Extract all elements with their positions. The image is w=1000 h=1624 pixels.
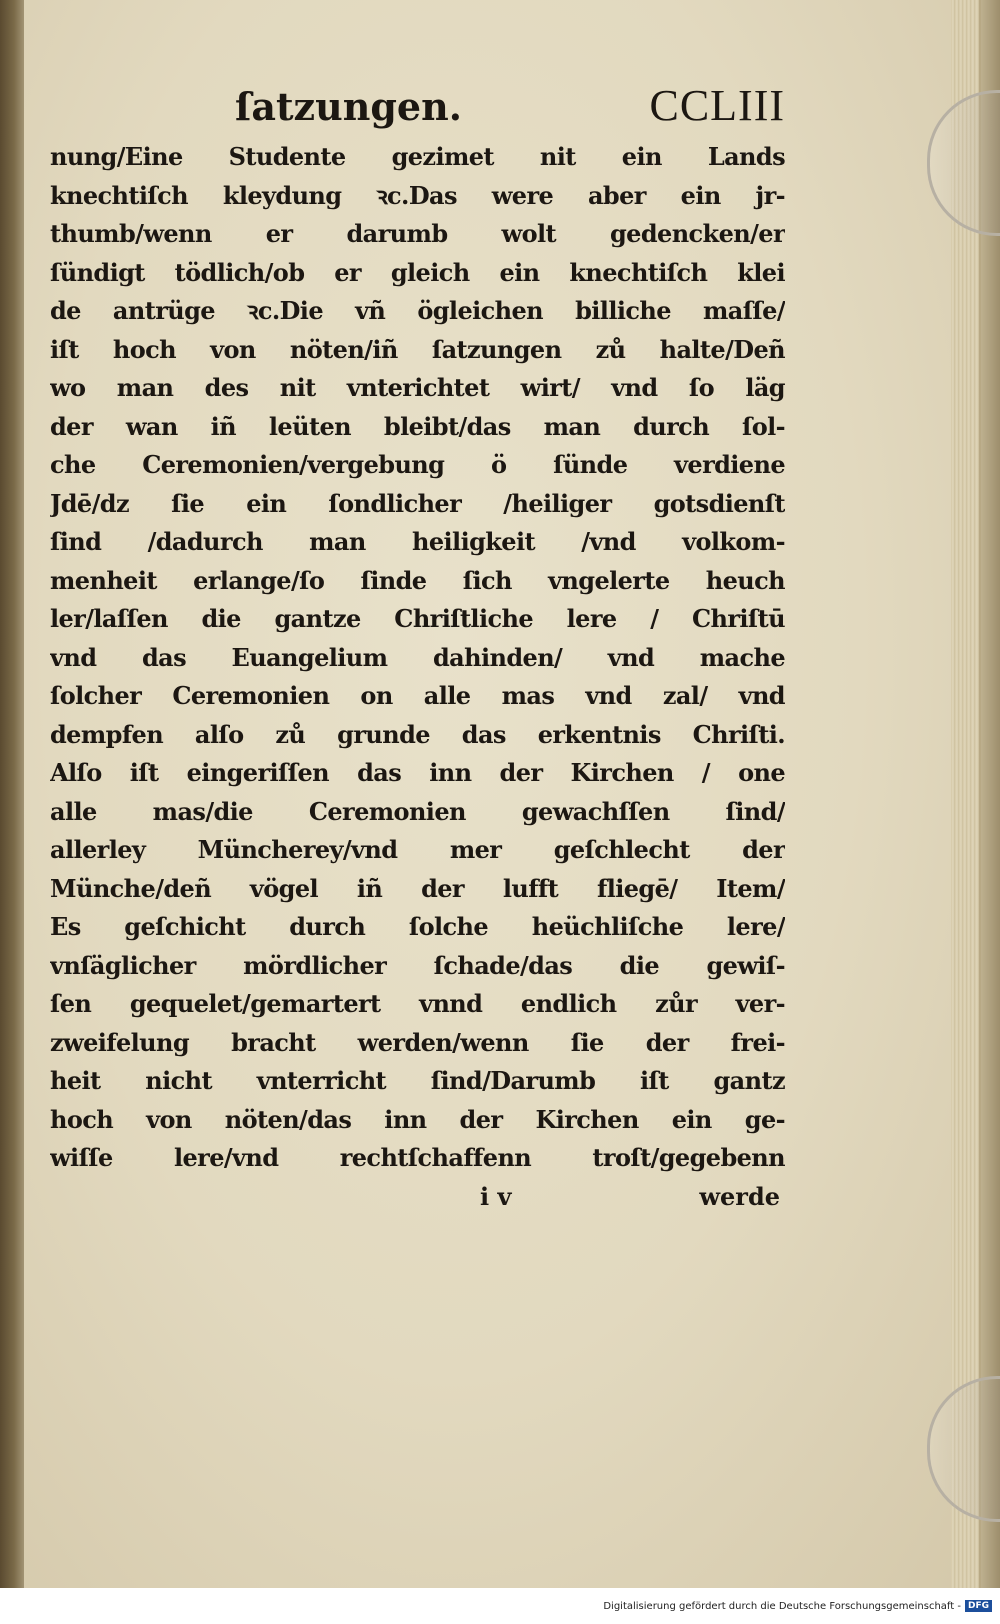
text-block — [50, 80, 785, 1211]
text-line: allerley Müncherey/vnd mer geſchlecht der — [50, 835, 785, 864]
text-line: wo man des nit vnterichtet wirt/ vnd ſo läg — [50, 373, 785, 402]
text-line: dempfen alſo zů grunde das erkentnis Chriſti. — [50, 719, 785, 749]
text-line: zweifelung bracht werden/wenn ſie der frei- — [50, 1027, 785, 1057]
signature-mark: i v — [480, 1181, 512, 1211]
text-line: ſen gequelet/gemartert vnnd endlich zůr ver- — [50, 989, 785, 1018]
text-line: menheit erlange/ſo ſinde ſich vngelerte heuch — [50, 565, 785, 595]
page-edge — [951, 0, 979, 1588]
text-line: iſt hoch von nöten/iñ ſatzungen zů halte/Deñ — [50, 334, 785, 364]
text-line: Alſo iſt eingeriſſen das inn der Kirchen / one — [50, 758, 785, 787]
dfg-logo: DFG — [965, 1600, 992, 1612]
text-line: Es geſchicht durch ſolche heüchliſche lere/ — [50, 912, 785, 941]
page-header — [50, 80, 785, 138]
text-line: ler/laſſen die gantze Chriſtliche lere / Chriſtū — [50, 604, 785, 633]
text-line: ſolcher Ceremonien on alle mas vnd zal/ vnd — [50, 681, 785, 710]
text-line: de antrüge ꝛc.Die vñ ögleichen billiche maſſe/ — [50, 296, 785, 325]
text-line: heit nicht vnterricht ſind/Darumb iſt gantz — [50, 1066, 785, 1095]
dfg-banner — [0, 1588, 1000, 1624]
text-line: Jdē/dz ſie ein ſondlicher /heiliger gotsdienſt — [50, 488, 785, 518]
text-line: der wan iñ leüten bleibt/das man durch ſol- — [50, 411, 785, 441]
text-line: che Ceremonien/vergebung ö ſünde verdiene — [50, 450, 785, 479]
catchword: werde — [699, 1181, 780, 1211]
text-line: nung/Eine Studente gezimet nit ein Lands — [50, 142, 785, 171]
text-line: vnd das Euangelium dahinden/ vnd mache — [50, 642, 785, 672]
page-footer — [50, 1182, 785, 1211]
running-head: ſatzungen. — [235, 84, 462, 129]
text-line: wiſſe lere/vnd rechtſchaffenn troſt/gegebenn — [50, 1143, 785, 1172]
text-line: hoch von nöten/das inn der Kirchen ein ge- — [50, 1104, 785, 1134]
text-line: ſündigt tödlich/ob er gleich ein knechtiſch klei — [50, 257, 785, 287]
body-text — [50, 138, 785, 1178]
text-line: vnſäglicher mördlicher ſchade/das die gewiſ- — [50, 950, 785, 980]
folio-number: CCLIII — [649, 81, 785, 130]
dfg-banner-text: Digitalisierung gefördert durch die Deutsche Forschungsgemeinschaft - — [603, 1600, 961, 1612]
text-line: knechtiſch kleydung ꝛc.Das were aber ein jr- — [50, 180, 785, 210]
text-line: thumb/wenn er darumb wolt gedencken/er — [50, 219, 785, 248]
text-line: alle mas/die Ceremonien gewachſſen ſind/ — [50, 796, 785, 826]
text-line: ſind /dadurch man heiligkeit /vnd volkom- — [50, 527, 785, 556]
text-line: Münche/deñ vögel iñ der lufft fliegē/ Item/ — [50, 873, 785, 903]
